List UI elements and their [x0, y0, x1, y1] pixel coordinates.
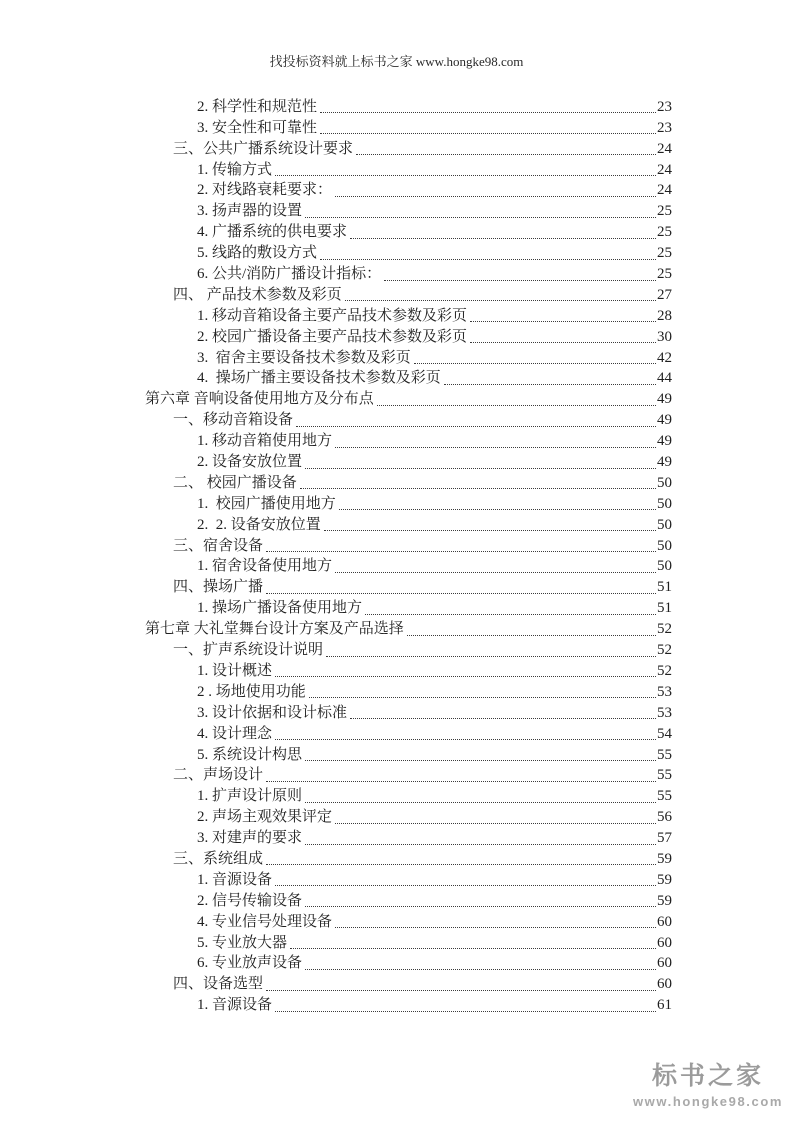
toc-entry-page: 49	[657, 412, 672, 429]
toc-dot-leader	[356, 154, 656, 155]
toc-dot-leader	[305, 802, 656, 803]
toc-entry[interactable]	[145, 138, 672, 159]
toc-entry-label: 第六章 音响设备使用地方及分布点	[145, 391, 374, 408]
toc-entry[interactable]	[145, 890, 672, 911]
toc-dot-leader	[335, 823, 656, 824]
watermark-url: www.hongke98.com	[632, 1094, 784, 1109]
toc-dot-leader	[296, 426, 656, 427]
toc-entry[interactable]	[145, 827, 672, 848]
toc-entry-page: 52	[657, 662, 672, 679]
toc-dot-leader	[275, 739, 656, 740]
toc-entry-label: 二、声场设计	[173, 767, 264, 784]
toc-entry-page: 50	[657, 495, 672, 512]
toc-dot-leader	[309, 697, 656, 698]
toc-entry-page: 50	[657, 516, 672, 533]
toc-entry-page: 25	[657, 224, 672, 241]
toc-dot-leader	[326, 656, 656, 657]
toc-entry-page: 50	[657, 537, 672, 554]
toc-entry[interactable]	[145, 451, 672, 472]
toc-entry-page: 42	[657, 349, 672, 366]
toc-entry[interactable]	[145, 618, 672, 639]
toc-dot-leader	[335, 196, 656, 197]
toc-entry-page: 61	[657, 997, 672, 1014]
toc-entry-label: 2. 声场主观效果评定	[197, 809, 333, 826]
toc-entry-page: 51	[657, 579, 672, 596]
toc-entry[interactable]	[145, 869, 672, 890]
page-header-text: 找投标资料就上标书之家 www.hongke98.com	[269, 54, 524, 69]
toc-entry[interactable]	[145, 723, 672, 744]
toc-entry[interactable]	[145, 284, 672, 305]
toc-entry[interactable]	[145, 681, 672, 702]
toc-entry-page: 57	[657, 830, 672, 847]
toc-entry-page: 23	[657, 98, 672, 115]
toc-dot-leader	[470, 342, 656, 343]
toc-entry-label: 1. 移动音箱使用地方	[197, 433, 333, 450]
toc-dot-leader	[305, 217, 656, 218]
toc-entry-page: 59	[657, 850, 672, 867]
toc-dot-leader	[377, 405, 656, 406]
toc-entry-page: 60	[657, 976, 672, 993]
toc-dot-leader	[320, 133, 656, 134]
toc-entry-label: 6. 专业放声设备	[197, 955, 303, 972]
toc-dot-leader	[275, 676, 656, 677]
toc-dot-leader	[320, 259, 656, 260]
toc-entry-label: 2. 对线路衰耗要求：	[197, 182, 333, 199]
toc-entry[interactable]	[145, 368, 672, 389]
toc-dot-leader	[335, 447, 656, 448]
toc-entry-page: 52	[657, 642, 672, 659]
toc-entry-label: 四、设备选型	[173, 976, 264, 993]
toc-entry-page: 55	[657, 767, 672, 784]
toc-entry[interactable]	[145, 535, 672, 556]
toc-entry-label: 二、 校园广播设备	[173, 474, 297, 491]
toc-dot-leader	[324, 530, 656, 531]
toc-entry[interactable]	[145, 744, 672, 765]
toc-entry[interactable]	[145, 660, 672, 681]
toc-entry[interactable]	[145, 576, 672, 597]
toc-dot-leader	[305, 468, 656, 469]
toc-dot-leader	[305, 760, 656, 761]
toc-entry-label: 四、操场广播	[173, 579, 264, 596]
toc-entry-label: 5. 线路的敷设方式	[197, 245, 318, 262]
toc-entry[interactable]	[145, 848, 672, 869]
toc-entry[interactable]	[145, 911, 672, 932]
toc-dot-leader	[345, 300, 656, 301]
toc-entry-page: 23	[657, 119, 672, 136]
toc-entry-page: 28	[657, 307, 672, 324]
toc-entry-label: 4. 专业信号处理设备	[197, 913, 333, 930]
toc-dot-leader	[266, 551, 656, 552]
toc-entry-page: 24	[657, 182, 672, 199]
toc-dot-leader	[320, 112, 656, 113]
toc-entry-label: 2. 2. 设备安放位置	[197, 516, 321, 533]
toc-entry[interactable]	[145, 388, 672, 409]
toc-entry-label: 4. 设计理念	[197, 725, 273, 742]
toc-entry[interactable]	[145, 180, 672, 201]
toc-entry-label: 3. 扬声器的设置	[197, 203, 303, 220]
toc-dot-leader	[470, 321, 656, 322]
table-of-contents	[145, 96, 672, 1015]
toc-entry-label: 2. 校园广播设备主要产品技术参数及彩页	[197, 328, 468, 345]
toc-entry-page: 56	[657, 809, 672, 826]
toc-entry-label: 第七章 大礼堂舞台设计方案及产品选择	[145, 621, 404, 638]
toc-entry-page: 49	[657, 391, 672, 408]
toc-entry[interactable]	[145, 117, 672, 138]
toc-entry-page: 60	[657, 955, 672, 972]
toc-entry-label: 1. 设计概述	[197, 662, 273, 679]
toc-entry-label: 3. 宿舍主要设备技术参数及彩页	[197, 349, 411, 366]
toc-entry[interactable]	[145, 785, 672, 806]
toc-entry-label: 1. 传输方式	[197, 161, 273, 178]
toc-entry[interactable]	[145, 200, 672, 221]
toc-dot-leader	[305, 844, 656, 845]
toc-entry[interactable]	[145, 806, 672, 827]
toc-entry[interactable]	[145, 514, 672, 535]
toc-entry-page: 49	[657, 433, 672, 450]
toc-entry-label: 三、公共广播系统设计要求	[173, 140, 354, 157]
toc-entry-label: 三、宿舍设备	[173, 537, 264, 554]
toc-entry-page: 59	[657, 871, 672, 888]
toc-entry-page: 60	[657, 913, 672, 930]
toc-entry-label: 一、扩声系统设计说明	[173, 642, 324, 659]
toc-entry-label: 四、 产品技术参数及彩页	[173, 286, 342, 303]
toc-entry-page: 53	[657, 683, 672, 700]
toc-entry[interactable]	[145, 556, 672, 577]
toc-entry[interactable]	[145, 472, 672, 493]
toc-dot-leader	[414, 363, 656, 364]
toc-entry[interactable]	[145, 347, 672, 368]
toc-dot-leader	[335, 927, 656, 928]
toc-entry-page: 25	[657, 203, 672, 220]
toc-entry-page: 30	[657, 328, 672, 345]
toc-entry[interactable]	[145, 493, 672, 514]
toc-entry-label: 三、系统组成	[173, 850, 264, 867]
toc-entry[interactable]	[145, 702, 672, 723]
toc-dot-leader	[339, 509, 656, 510]
toc-entry[interactable]	[145, 430, 672, 451]
toc-dot-leader	[266, 593, 656, 594]
toc-entry-page: 44	[657, 370, 672, 387]
toc-dot-leader	[444, 384, 656, 385]
toc-dot-leader	[266, 990, 656, 991]
toc-entry-page: 49	[657, 454, 672, 471]
toc-entry[interactable]	[145, 639, 672, 660]
toc-entry-label: 6. 公共/消防广播设计指标：	[197, 266, 382, 283]
toc-entry[interactable]	[145, 305, 672, 326]
toc-entry-label: 1. 操场广播设备使用地方	[197, 600, 363, 617]
toc-dot-leader	[350, 718, 656, 719]
toc-dot-leader	[266, 864, 656, 865]
toc-dot-leader	[407, 635, 656, 636]
toc-entry-page: 59	[657, 892, 672, 909]
toc-entry-page: 27	[657, 286, 672, 303]
toc-entry-label: 2 . 场地使用功能	[197, 683, 306, 700]
toc-entry-label: 3. 设计依据和设计标准	[197, 704, 348, 721]
toc-entry-page: 50	[657, 474, 672, 491]
toc-entry-label: 一、移动音箱设备	[173, 412, 294, 429]
toc-dot-leader	[275, 175, 656, 176]
toc-dot-leader	[275, 1011, 656, 1012]
toc-entry-label: 4. 操场广播主要设备技术参数及彩页	[197, 370, 441, 387]
toc-dot-leader	[335, 572, 656, 573]
toc-entry-label: 1. 移动音箱设备主要产品技术参数及彩页	[197, 307, 468, 324]
toc-entry-page: 50	[657, 558, 672, 575]
toc-entry[interactable]	[145, 932, 672, 953]
toc-entry-page: 25	[657, 245, 672, 262]
toc-entry-label: 1. 音源设备	[197, 997, 273, 1014]
toc-entry[interactable]	[145, 953, 672, 974]
toc-dot-leader	[350, 238, 656, 239]
toc-entry-page: 55	[657, 746, 672, 763]
toc-entry-page: 24	[657, 161, 672, 178]
toc-entry[interactable]	[145, 409, 672, 430]
watermark-brand: 标书之家	[651, 1062, 764, 1090]
toc-entry-label: 3. 对建声的要求	[197, 830, 303, 847]
toc-entry[interactable]	[145, 994, 672, 1015]
toc-entry[interactable]	[145, 242, 672, 263]
toc-dot-leader	[300, 488, 656, 489]
toc-entry-label: 5. 专业放大器	[197, 934, 288, 951]
toc-entry[interactable]	[145, 221, 672, 242]
toc-entry-label: 2. 科学性和规范性	[197, 98, 318, 115]
toc-entry-label: 4. 广播系统的供电要求	[197, 224, 348, 241]
toc-entry-label: 3. 安全性和可靠性	[197, 119, 318, 136]
toc-entry[interactable]	[145, 96, 672, 117]
toc-entry-label: 1. 音源设备	[197, 871, 273, 888]
toc-entry[interactable]	[145, 597, 672, 618]
toc-dot-leader	[305, 969, 656, 970]
toc-entry-page: 24	[657, 140, 672, 157]
toc-entry[interactable]	[145, 765, 672, 786]
watermark	[623, 1056, 793, 1109]
toc-dot-leader	[266, 781, 656, 782]
toc-entry[interactable]	[145, 159, 672, 180]
toc-entry-page: 53	[657, 704, 672, 721]
toc-entry-label: 5. 系统设计构思	[197, 746, 303, 763]
toc-entry-page: 51	[657, 600, 672, 617]
toc-entry-page: 52	[657, 621, 672, 638]
toc-dot-leader	[365, 614, 656, 615]
toc-dot-leader	[305, 906, 656, 907]
toc-entry[interactable]	[145, 973, 672, 994]
toc-entry-page: 25	[657, 266, 672, 283]
toc-dot-leader	[290, 948, 656, 949]
toc-dot-leader	[384, 280, 656, 281]
toc-entry-label: 1. 扩声设计原则	[197, 788, 303, 805]
toc-entry[interactable]	[145, 326, 672, 347]
toc-entry-label: 1. 校园广播使用地方	[197, 495, 336, 512]
toc-entry-page: 55	[657, 788, 672, 805]
toc-entry-page: 60	[657, 934, 672, 951]
toc-dot-leader	[275, 885, 656, 886]
toc-entry-label: 2. 信号传输设备	[197, 892, 303, 909]
toc-entry-label: 2. 设备安放位置	[197, 454, 303, 471]
toc-entry-page: 54	[657, 725, 672, 742]
toc-entry-label: 1. 宿舍设备使用地方	[197, 558, 333, 575]
toc-entry[interactable]	[145, 263, 672, 284]
